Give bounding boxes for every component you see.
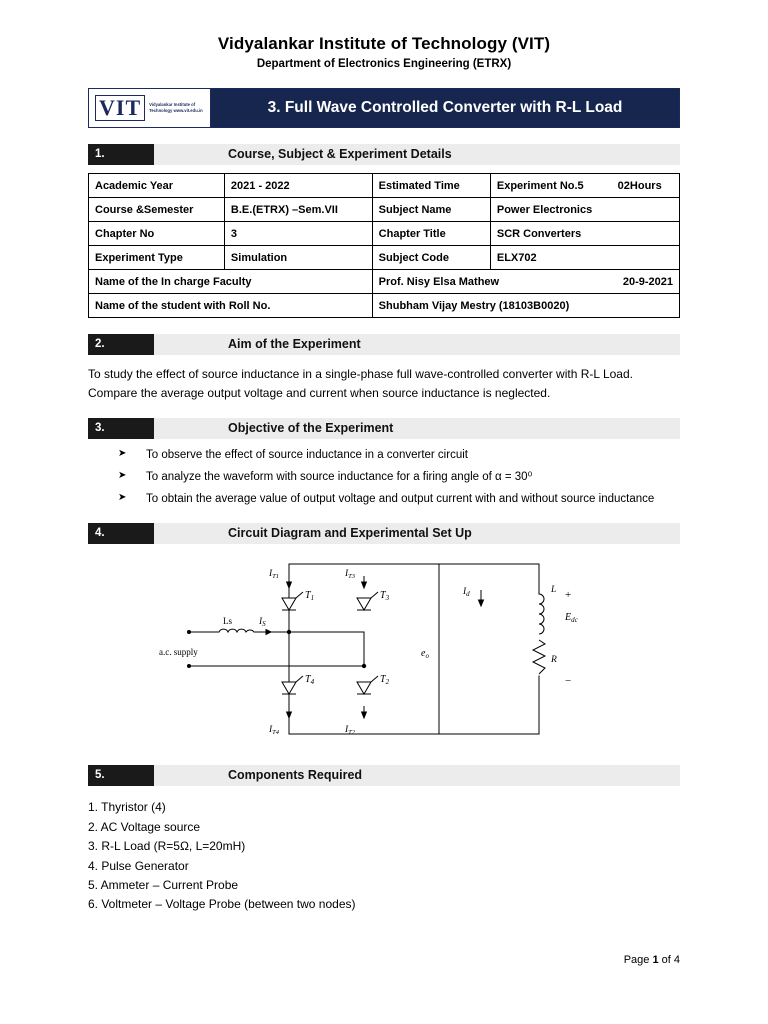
faculty-name: Prof. Nisy Elsa Mathew [378,275,500,288]
section-1-number: 1. [88,144,154,165]
experiment-type-value: Simulation [224,246,372,270]
section-heading-3 [88,418,680,439]
chapter-title-label: Chapter Title [372,222,490,246]
vit-logo-subtext: Vidyalankar Institute of Technology www.vit.edu.in [149,102,203,113]
list-item: 3. R-L Load (R=5Ω, L=20mH) [88,839,246,854]
section-3-title: Objective of the Experiment [154,418,680,439]
faculty-value [372,270,679,294]
academic-year-value: 2021 - 2022 [224,174,372,198]
student-label: Name of the student with Roll No. [89,294,373,318]
list-item: 1. Thyristor (4) [88,800,166,815]
label-ac-supply: a.c. supply [159,647,198,658]
aim-text [88,365,680,402]
section-5-number: 5. [88,765,154,786]
experiment-no-text: Experiment No.5 [496,179,584,192]
subject-code-value: ELX702 [490,246,679,270]
chapter-title-value: SCR Converters [490,222,679,246]
experiment-title: 3. Full Wave Controlled Converter with R-L Load [211,89,679,127]
label-it3: $I_{T3}$ [345,569,356,581]
label-t2: $T_2$ [380,674,390,687]
components-list [88,798,680,915]
footer-page-number: 1 [652,954,659,966]
table-row [89,294,680,318]
section-3-number: 3. [88,418,154,439]
chapter-no-value: 3 [224,222,372,246]
list-item: ➤ To observe the effect of source inductance in a converter circuit [118,447,680,464]
table-row [89,198,680,222]
circuit-diagram-container [88,554,680,749]
department-title: Department of Electronics Engineering (ETRX) [256,58,512,70]
label-it1: $I_{T1}$ [269,569,280,581]
label-it4: $I_{T4}$ [269,725,280,737]
table-row [89,174,680,198]
aim-line-2: Compare the average output voltage and current when source inductance is neglected. [88,385,551,400]
label-ls: Ls [223,616,232,627]
course-semester-value: B.E.(ETRX) –Sem.VII [224,198,372,222]
table-row [89,222,680,246]
details-table [88,173,680,318]
label-edc: $E_{dc}$ [565,612,578,625]
course-semester-label: Course &Semester [89,198,225,222]
list-item: 4. Pulse Generator [88,858,189,873]
experiment-no-value [490,174,679,198]
vit-logo [89,89,211,127]
footer-mid: of [658,954,674,966]
student-value: Shubham Vijay Mestry (18103B0020) [372,294,679,318]
label-L: L [551,585,557,596]
aim-line-1: To study the effect of source inductance in a single-phase full wave-controlled converter with R-L Load. [88,367,633,381]
section-1-title: Course, Subject & Experiment Details [154,144,680,165]
section-4-title: Circuit Diagram and Experimental Set Up [154,523,680,544]
footer-total-pages: 4 [673,954,680,966]
label-plus: + [565,589,572,602]
subject-name-value: Power Electronics [490,198,679,222]
institute-title: Vidyalankar Institute of Technology (VIT) [217,34,551,53]
experiment-type-label: Experiment Type [89,246,225,270]
circuit-diagram [159,554,609,749]
estimated-time-value: 02Hours [617,179,662,192]
section-heading-4 [88,523,680,544]
experiment-title-bar [88,88,680,128]
section-2-number: 2. [88,334,154,355]
list-item: ➤ To analyze the waveform with source inductance for a firing angle of α = 30⁰ [118,469,680,486]
section-heading-5 [88,765,680,786]
subject-code-label: Subject Code [372,246,490,270]
section-5-title: Components Required [154,765,680,786]
label-eo: $e_o$ [421,648,429,661]
table-row [89,270,680,294]
academic-year-label: Academic Year [89,174,225,198]
objectives-list [88,447,680,507]
label-t3: $T_3$ [380,590,390,603]
label-it2: $I_{T2}$ [345,725,356,737]
list-item: 2. AC Voltage source [88,819,201,834]
label-id: $I_d$ [463,587,470,599]
section-heading-2 [88,334,680,355]
faculty-label: Name of the In charge Faculty [89,270,373,294]
chapter-no-label: Chapter No [89,222,225,246]
table-row [89,246,680,270]
section-2-title: Aim of the Experiment [154,334,680,355]
section-heading-1 [88,144,680,165]
label-is: $I_S$ [259,617,266,629]
section-4-number: 4. [88,523,154,544]
label-t1: $T_1$ [305,590,315,603]
faculty-date: 20-9-2021 [622,275,673,288]
list-item: 6. Voltmeter – Voltage Probe (between two nodes) [88,897,356,912]
label-minus: − [565,675,572,688]
page-footer [624,954,680,966]
estimated-time-label: Estimated Time [372,174,490,198]
footer-prefix: Page [623,954,653,966]
label-R: R [551,655,557,666]
list-item: ➤ To obtain the average value of output voltage and output current with and without source inductance [118,491,680,508]
label-t4: $T_4$ [305,674,315,687]
vit-logo-text: VIT [95,95,145,121]
list-item: 5. Ammeter – Current Probe [88,877,239,892]
subject-name-label: Subject Name [372,198,490,222]
